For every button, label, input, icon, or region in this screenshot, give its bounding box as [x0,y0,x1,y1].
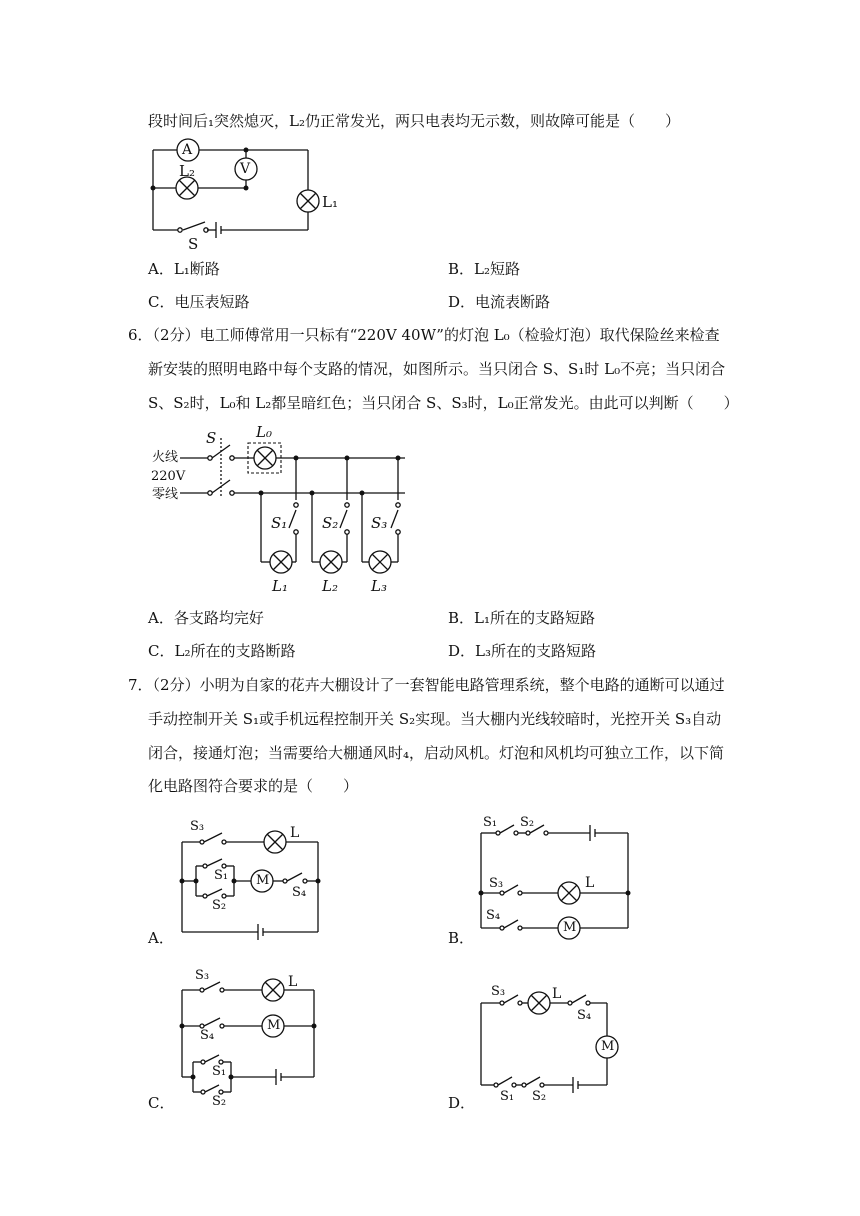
q7c-s2-label: S₂ [212,1094,227,1109]
q6-option-b[interactable]: B．L₁所在的支路短路 [448,609,595,627]
q5-lamp2-label: L₂ [179,162,195,180]
q6-s2-label: S₂ [322,514,339,532]
q7a-s2-label: S₂ [212,898,227,913]
q6-stem-line3: S、S₂时，L₀和 L₂都呈暗红色；当只闭合 S、S₃时，L₀正常发光。由此可以判断（ ） [148,394,739,412]
q7a-s4-label: S₄ [292,885,307,900]
q5-lamp1-label: L₁ [322,193,338,211]
q5-option-a[interactable]: A．L₁断路 [148,260,220,278]
q7a-s3-label: S₃ [190,819,205,834]
q7d-s4-label: S₄ [577,1008,592,1023]
q6-main-switch-label: S [206,429,217,447]
q6-s1-label: S₁ [271,514,288,532]
q7b-lamp-label: L [585,875,595,891]
q7a-motor-label: M [256,873,270,888]
q7b-s1-label: S₁ [483,815,498,830]
q6-s3-label: S₃ [371,514,388,532]
q7-stem-line1: 7．（2分）小明为自家的花卉大棚设计了一套智能电路管理系统，整个电路的通断可以通过 [128,676,725,694]
q7d-s2-label: S₂ [532,1089,547,1104]
q6-neutral-label: 零线 [152,487,179,502]
q5-voltmeter-label: V [240,161,251,177]
q6-l2-label: L₂ [322,577,338,595]
q7d-s1-label: S₁ [500,1089,515,1104]
q7-option-b[interactable]: B． [448,929,475,947]
q7b-s3-label: S₃ [489,876,504,891]
q7c-lamp-label: L [288,974,298,990]
q5-ammeter-label: A [182,142,193,158]
q6-stem-line1: 6．（2分）电工师傅常用一只标有“220V 40W”的灯泡 L₀（检验灯泡）取代保险丝来检查 [128,326,720,344]
q7a-lamp-label: L [290,825,300,841]
q7b-s2-label: S₂ [520,815,535,830]
q6-option-a[interactable]: A．各支路均完好 [148,609,264,627]
q7a-s1-label: S₁ [214,868,229,883]
q7c-motor-label: M [267,1018,281,1033]
q6-test-lamp-label: L₀ [256,423,272,441]
q6-stem-line2: 新安装的照明电路中每个支路的情况，如图所示。当只闭合 S、S₁时 L₀不亮；当只闭合 [148,360,726,378]
q7c-s4-label: S₄ [200,1028,215,1043]
q5-switch-label: S [188,235,199,253]
q7d-motor-label: M [601,1039,615,1054]
q7c-s1-label: S₁ [212,1064,227,1079]
q6-l3-label: L₃ [371,577,387,595]
q6-l1-label: L₁ [272,577,288,595]
q6-live-label: 火线 [152,450,179,465]
q5-option-d[interactable]: D．电流表断路 [448,293,551,311]
q5-option-c[interactable]: C．电压表短路 [148,293,250,311]
q6-option-d[interactable]: D．L₃所在的支路短路 [448,642,597,660]
q7b-motor-label: M [563,920,577,935]
q7-option-a[interactable]: A． [148,929,174,947]
q6-voltage-label: 220V [151,469,186,484]
q7-stem-line4: 化电路图符合要求的是（ ） [148,777,359,795]
q7b-s4-label: S₄ [486,908,501,923]
q7-option-d[interactable]: D． [448,1094,476,1112]
q5-option-b[interactable]: B．L₂短路 [448,260,520,278]
q7-stem-line3: 闭合，接通灯泡；当需要给大棚通风时₄，启动风机。灯泡和风机均可独立工作，以下简 [148,744,725,762]
q7d-s3-label: S₃ [491,984,506,999]
q7-stem-line2: 手动控制开关 S₁或手机远程控制开关 S₂实现。当大棚内光线较暗时，光控开关 S₃自动 [148,710,722,728]
q7c-s3-label: S₃ [195,968,210,983]
q6-option-c[interactable]: C．L₂所在的支路断路 [148,642,296,660]
q7d-lamp-label: L [552,986,562,1002]
q5-stem-tail: 段时间后₁突然熄灭，L₂仍正常发光，两只电表均无示数，则故障可能是（ ） [148,112,680,130]
q7-option-c[interactable]: C． [148,1094,175,1112]
